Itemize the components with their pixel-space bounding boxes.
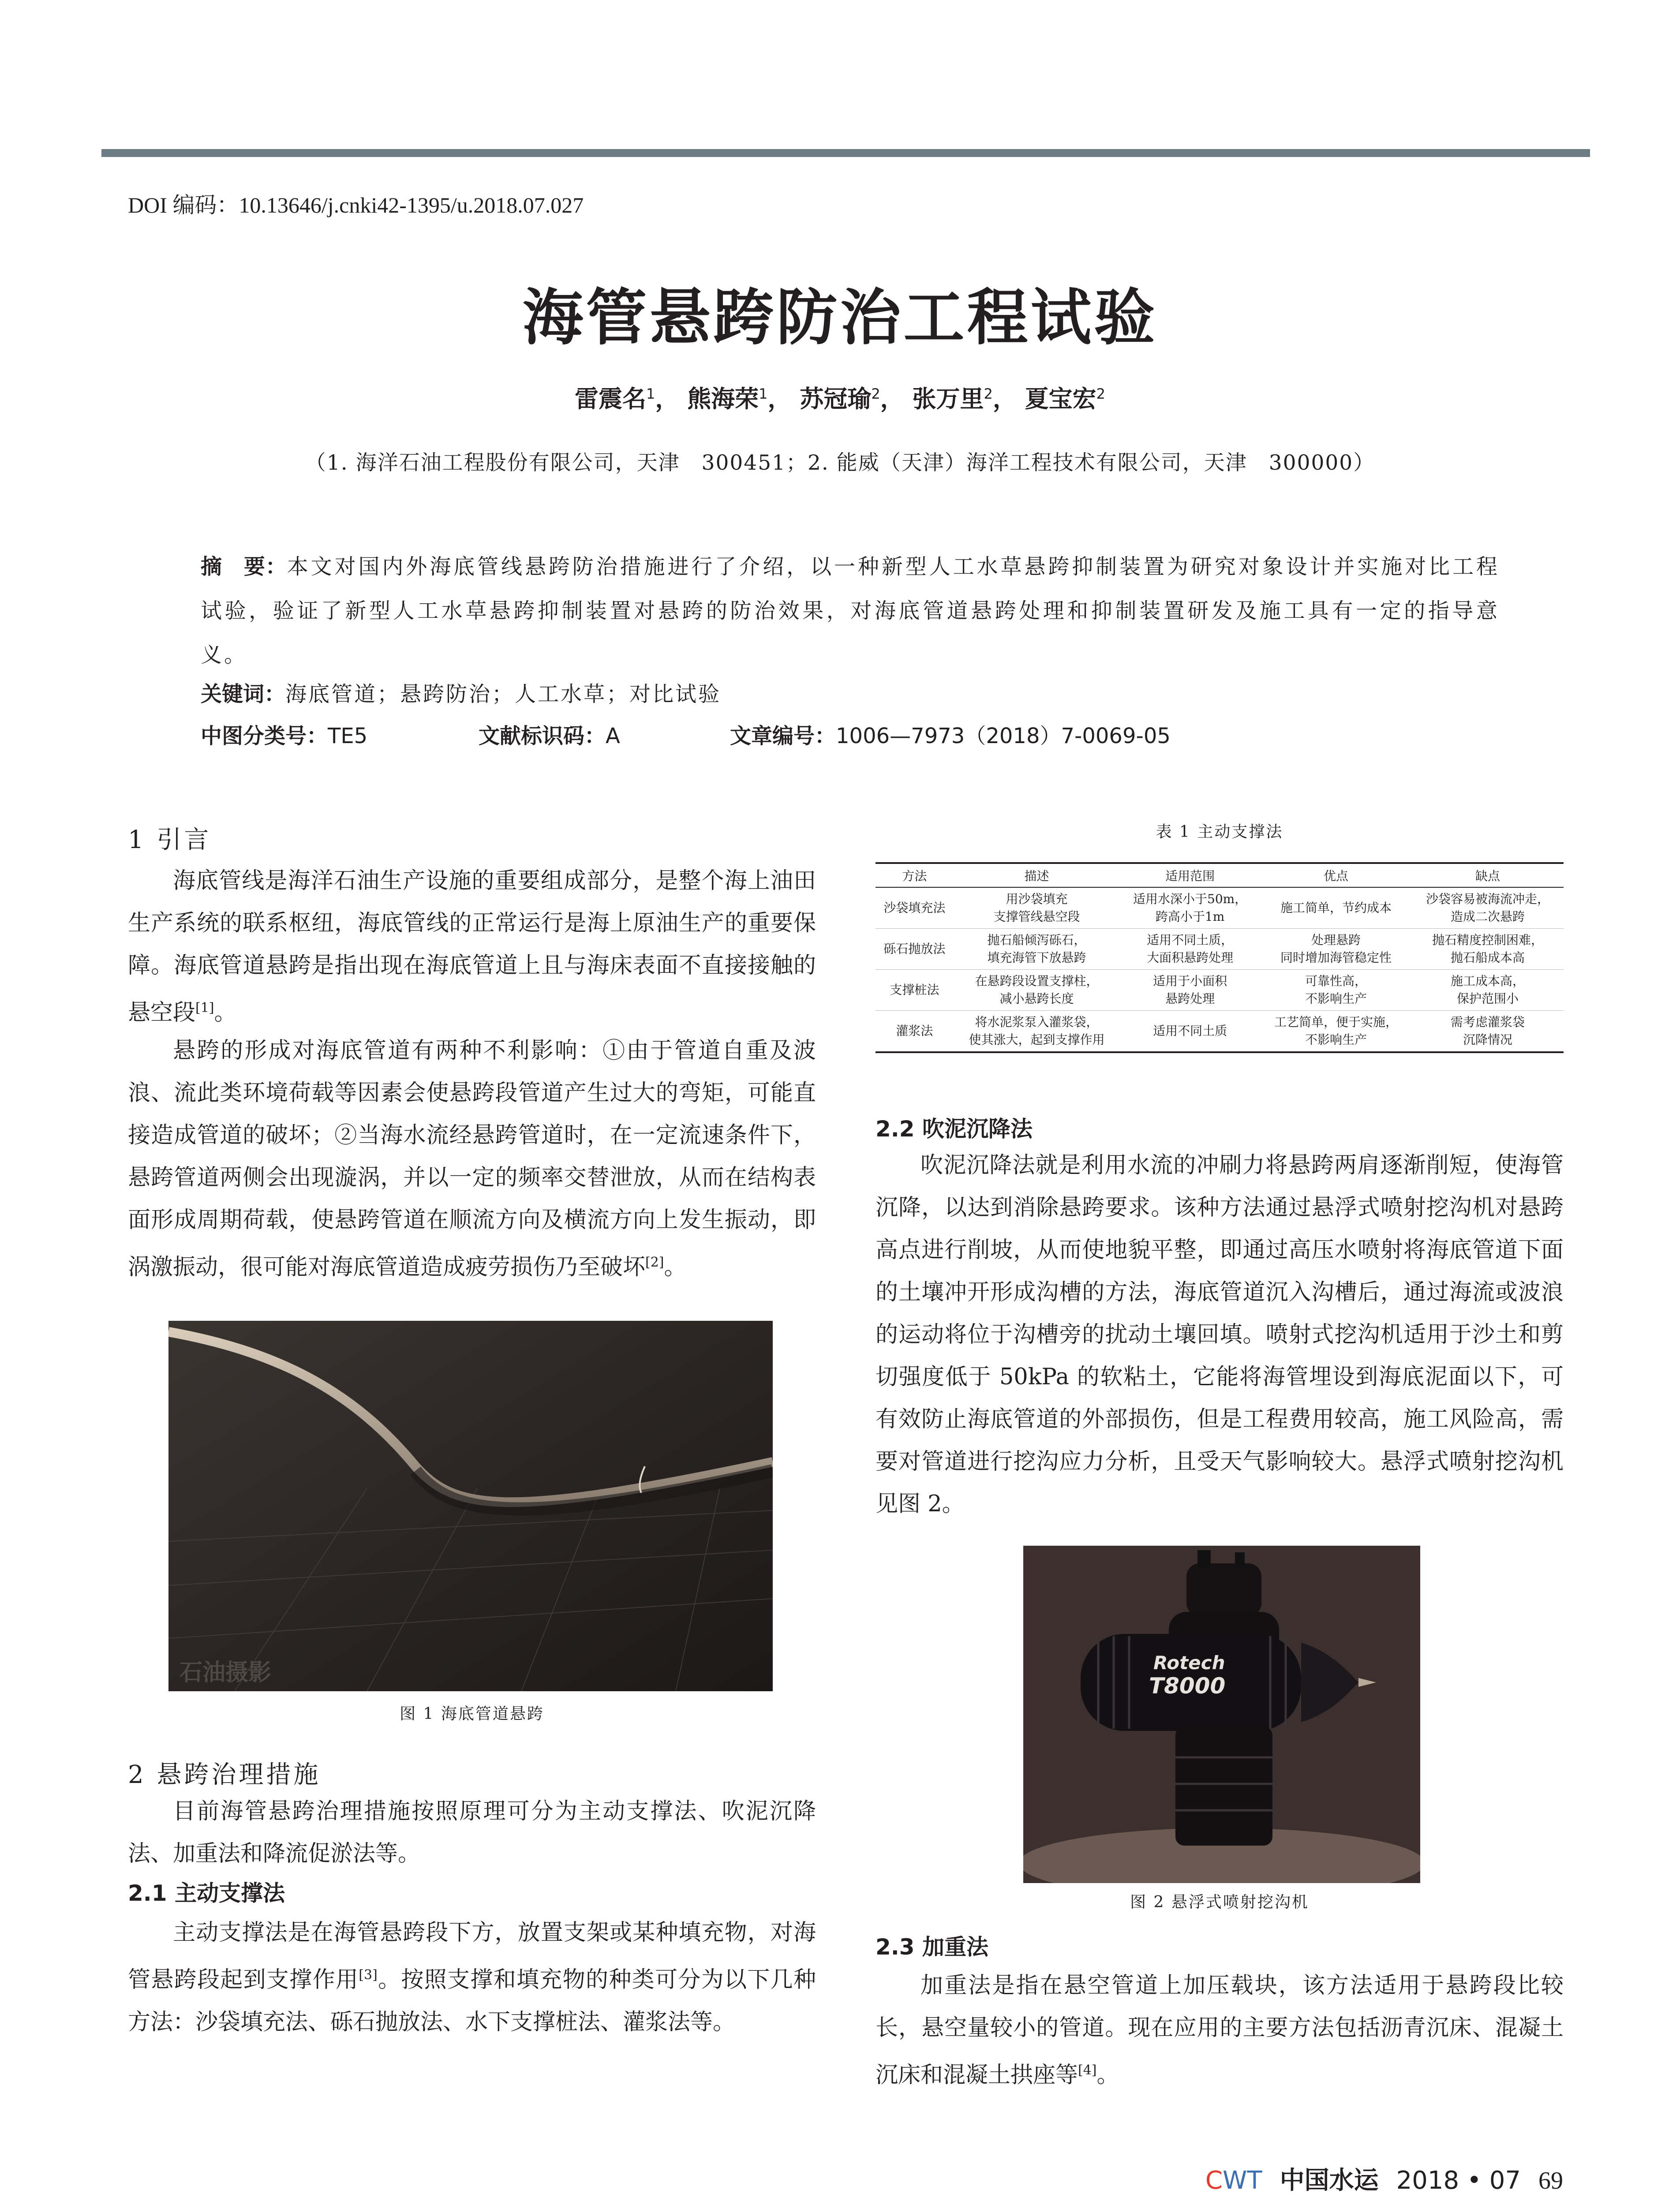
author-affiliation-mark: 2 [984, 385, 993, 402]
author: 张万里 [912, 385, 984, 413]
table-row [876, 1011, 1564, 1053]
table-header-cell: 优点 [1260, 863, 1412, 887]
citation: [3] [359, 1967, 378, 1983]
figure-2-caption: 图 2 悬浮式喷射挖沟机 [1130, 1893, 1309, 1911]
citation: [2] [645, 1255, 664, 1270]
paragraph-text: 加重法是指在悬空管道上加压载块，该方法适用于悬跨段比较长，悬空量较小的管道。现在应用的主要方法包括沥青沉床、混凝土沉床和混凝土拱座等 [876, 1973, 1564, 2088]
journal-logo [1205, 2166, 1262, 2195]
table-cell: 适用于小面积 悬跨处理 [1120, 970, 1260, 1011]
trencher-model-label: T8000 [1149, 1673, 1226, 1699]
affiliations: （1. 海洋石油工程股份有限公司，天津 300451；2. 能威（天津）海洋工程技术有限公司，天津 300000） [305, 451, 1375, 475]
paragraph-text: 悬跨的形成对海底管道有两种不利影响：①由于管道自重及波浪、流此类环境荷载等因素会使悬跨段管道产生过大的弯矩，可能直接造成管道的破坏；②当海水流经悬跨管道时，在一定流速条件下，悬跨管道两侧会出现漩涡，并以一定的频率交替泄放，从而在结构表面形成周期荷载，使悬跨管道在顺流方向及横流方向上发生振动，即涡激振动，很可能对海底管道造成疲劳损伤乃至破坏 [128, 1038, 816, 1280]
author-affiliation-mark: 1 [759, 385, 768, 402]
section-2-2-heading: 2.2 吹泥沉降法 [876, 1116, 1033, 1142]
table-cell: 适用水深小于50m， 跨高小于1m [1120, 887, 1260, 929]
logo-letters-wt: WT [1223, 2166, 1262, 2195]
abstract [201, 545, 1500, 677]
table-cell: 可靠性高， 不影响生产 [1260, 970, 1412, 1011]
author: 熊海荣 [687, 385, 759, 413]
table-header-cell: 缺点 [1412, 863, 1564, 887]
figure-1-caption: 图 1 海底管道悬跨 [400, 1705, 544, 1723]
section-2-3-heading: 2.3 加重法 [876, 1934, 988, 1960]
table-cell: 将水泥浆泵入灌浆袋， 使其涨大，起到支撑作用 [954, 1011, 1120, 1053]
paragraph-end: 。 [1096, 2062, 1119, 2088]
table-cell: 施工简单，节约成本 [1260, 887, 1412, 929]
top-rule [101, 149, 1590, 157]
doc-label: 文献标识码： [479, 724, 606, 748]
pipeline-span-illustration [168, 1321, 773, 1691]
table-header-cell: 描述 [954, 863, 1120, 887]
table-cell: 适用不同土质 [1120, 1011, 1260, 1053]
section-2-paragraph: 目前海管悬跨治理措施按照原理可分为主动支撑法、吹泥沉降法、加重法和降流促淤法等。 [128, 1798, 816, 1867]
clc-label: 中图分类号： [201, 724, 328, 748]
section-1-heading: 1 引言 [128, 826, 212, 854]
figure-2-trencher-photo [1023, 1546, 1420, 1883]
doi: DOI 编码：10.13646/j.cnki42-1395/u.2018.07.027 [128, 193, 584, 217]
keywords-label: 关键词： [201, 682, 286, 706]
trencher-brand-label: Rotech [1153, 1652, 1225, 1674]
author: 夏宝宏 [1025, 385, 1096, 413]
author: 苏冠瑜 [800, 385, 872, 413]
table-cell: 抛石船倾泻砾石， 填充海管下放悬跨 [954, 929, 1120, 970]
table-cell: 处理悬跨 同时增加海管稳定性 [1260, 929, 1412, 970]
paragraph-end: 。 [214, 1000, 237, 1026]
section-2-1-paragraph [128, 1912, 816, 2044]
table-cell: 砾石抛放法 [876, 929, 954, 970]
table-cell: 施工成本高， 保护范围小 [1412, 970, 1564, 1011]
table-cell: 支撑桩法 [876, 970, 954, 1011]
keywords-text: 海底管道；悬跨防治；人工水草；对比试验 [285, 682, 722, 706]
section-2-1-heading: 2.1 主动支撑法 [128, 1880, 285, 1906]
abstract-label: 摘 要： [201, 554, 287, 579]
article-label: 文章编号： [730, 724, 836, 748]
jet-trencher-illustration [1023, 1546, 1420, 1883]
table-row [876, 970, 1564, 1011]
active-support-methods-table [876, 862, 1564, 1053]
paragraph-end: 。按照支撑和填充物的种类可分为以下几种方法：沙袋填充法、砾石抛放法、水下支撑桩法、灌浆法等。 [128, 1967, 816, 2035]
classification-line [201, 719, 1500, 749]
table-1 [876, 862, 1564, 1053]
page-number: 69 [1538, 2167, 1563, 2194]
section-1-paragraph-2 [128, 1030, 816, 1289]
figure-1-seabed-pipeline-photo [168, 1321, 773, 1691]
paper-title: 海管悬跨防治工程试验 [522, 281, 1158, 353]
table-header-row [876, 863, 1564, 887]
author-separator: ， [880, 385, 904, 413]
author-affiliation-mark: 2 [1096, 385, 1106, 402]
clc-value: TE5 [328, 724, 368, 748]
table-cell: 需考虑灌浆袋 沉降情况 [1412, 1011, 1564, 1053]
section-1-paragraph-1 [128, 860, 816, 1034]
doc-value: A [606, 724, 620, 748]
author-affiliation-mark: 1 [646, 385, 655, 402]
figure-1-watermark: 石油摄影 [180, 1659, 272, 1686]
table-1-caption: 表 1 主动支撑法 [1156, 823, 1283, 841]
paragraph-end: 。 [664, 1254, 687, 1280]
author: 雷震名 [574, 385, 646, 413]
journal-name: 中国水运 [1280, 2166, 1379, 2195]
table-header-cell: 方法 [876, 863, 954, 887]
section-2-heading: 2 悬跨治理措施 [128, 1760, 321, 1789]
author-affiliation-mark: 2 [871, 385, 880, 402]
author-separator: ， [655, 385, 679, 413]
section-2-3-paragraph [876, 1965, 1564, 2097]
section-2-2-paragraph: 吹泥沉降法就是利用水流的冲刷力将悬跨两肩逐渐削短，使海管沉降，以达到消除悬跨要求。该种方法通过悬浮式喷射挖沟机对悬跨高点进行削坡，从而使地貌平整，即通过高压水喷射将海底管道下面的土壤冲开形成沟槽的方法，海底管道沉入沟槽后，通过海流或波浪的运动将位于沟槽旁的扰动土壤回填。喷射式挖沟机适用于沙土和剪切强度低于 50kPa 的软粘土，它能将海管埋设到海底泥面以下，可有效防止海底管道的外部损伤，但是工程费用较高，施工风险高，需要对管道进行挖沟应力分析，且受天气影响较大。悬浮式喷射挖沟机见图 2。 [876, 1152, 1564, 1517]
table-cell: 用沙袋填充 支撑管线悬空段 [954, 887, 1120, 929]
table-row [876, 929, 1564, 970]
citation: [4] [1078, 2063, 1097, 2078]
paragraph-text: 主动支撑法是在海管悬跨段下方，放置支架或某种填充物，对海管悬跨段起到支撑作用 [128, 1920, 816, 1993]
table-cell: 沙袋填充法 [876, 887, 954, 929]
table-cell: 沙袋容易被海流冲走， 造成二次悬跨 [1412, 887, 1564, 929]
table-cell: 抛石精度控制困难， 抛石船成本高 [1412, 929, 1564, 970]
citation: [1] [195, 1000, 214, 1016]
table-cell: 在悬跨段设置支撑柱， 减小悬跨长度 [954, 970, 1120, 1011]
table-cell: 工艺简单，便于实施， 不影响生产 [1260, 1011, 1412, 1053]
paragraph-text: 海底管线是海洋石油生产设施的重要组成部分，是整个海上油田生产系统的联系枢纽，海底管线的正常运行是海上原油生产的重要保障。海底管道悬跨是指出现在海底管道上且与海床表面不直接接触的悬空段 [128, 868, 816, 1026]
keywords [201, 677, 721, 707]
article-value: 1006—7973（2018）7-0069-05 [836, 724, 1171, 748]
abstract-text: 本文对国内外海底管线悬跨防治措施进行了介绍，以一种新型人工水草悬跨抑制装置为研究对象设计并实施对比工程试验，验证了新型人工水草悬跨抑制装置对悬跨的防治效果，对海底管道悬跨处理和抑制装置研发及施工具有一定的指导意义。 [201, 554, 1500, 667]
table-header-cell: 适用范围 [1120, 863, 1260, 887]
authors [0, 380, 1680, 414]
page-footer [1205, 2161, 1563, 2196]
table-row [876, 887, 1564, 929]
table-cell: 适用不同土质， 大面积悬跨处理 [1120, 929, 1260, 970]
author-separator: ， [992, 385, 1017, 413]
logo-letter-c: C [1205, 2166, 1223, 2195]
issue-number: 2018 • 07 [1396, 2166, 1521, 2195]
author-separator: ， [767, 385, 792, 413]
table-cell: 灌浆法 [876, 1011, 954, 1053]
